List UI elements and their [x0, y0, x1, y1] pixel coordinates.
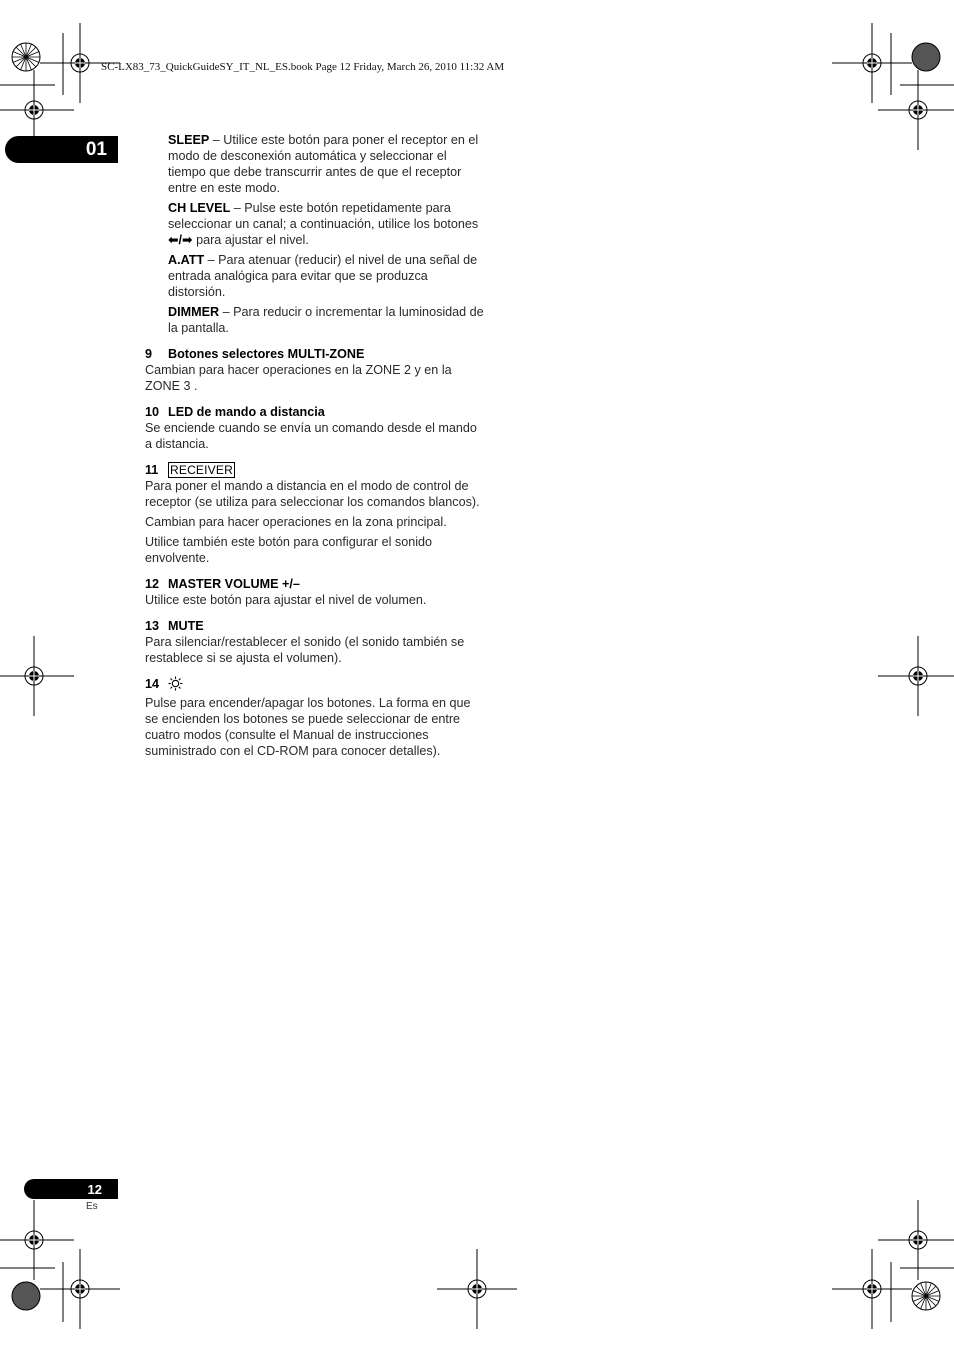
- description: – Pulse este botón repetidamente para seleccionar un canal; a continuación, utilice los botones: [168, 201, 479, 231]
- description: – Para reducir o incrementar la luminosidad de la pantalla.: [168, 305, 484, 335]
- term: DIMMER: [168, 305, 220, 319]
- section-heading-13: [145, 618, 485, 634]
- paragraph: Para silenciar/restablecer el sonido (el sonido también se restablece si se ajusta el volumen).: [145, 635, 465, 665]
- section-number: 13: [145, 619, 160, 633]
- section-number: 9: [145, 347, 153, 361]
- paragraph: Utilice este botón para ajustar el nivel de volumen.: [145, 593, 427, 607]
- paragraph: Cambian para hacer operaciones en la ZONE 2 y en la ZONE 3 .: [145, 363, 452, 393]
- section-number: 11: [145, 463, 159, 477]
- term: CH LEVEL: [168, 201, 231, 215]
- section-number: 12: [145, 577, 160, 591]
- section-title: LED de mando a distancia: [168, 405, 325, 419]
- section-heading-10: [145, 404, 485, 420]
- section-title: Botones selectores MULTI-ZONE: [168, 347, 365, 361]
- description: – Utilice este botón para poner el receptor en el modo de desconexión automática y seleccionar el tiempo que debe transcurrir antes de que el receptor entre en este modo.: [168, 133, 479, 195]
- term: SLEEP: [168, 133, 210, 147]
- paragraph: Pulse para encender/apagar los botones. La forma en que se encienden los botones se puede seleccionar de entre cuatro modos (consulte el Manual de instrucciones suministrado con el CD-ROM para conocer detalles).: [145, 696, 471, 758]
- paragraph: Para poner el mando a distancia en el modo de control de receptor (se utiliza para seleccionar los comandos blancos).: [145, 479, 480, 509]
- subitem-a-att: [168, 252, 485, 300]
- subitem-dimmer: [168, 304, 485, 336]
- section-title: MASTER VOLUME +/–: [168, 577, 300, 591]
- section-number: 14: [145, 677, 160, 691]
- section-number: 10: [145, 405, 160, 419]
- description: para ajustar el nivel.: [192, 233, 309, 247]
- paragraph: Se enciende cuando se envía un comando desde el mando a distancia.: [145, 421, 477, 451]
- subitem-ch-level: [168, 200, 485, 248]
- sun-icon: [168, 676, 183, 695]
- main-content: [145, 132, 485, 763]
- section-heading-12: [145, 576, 485, 592]
- language-code: Es: [86, 1201, 98, 1212]
- receiver-button-label: RECEIVER: [170, 463, 233, 477]
- page-number-tab: [24, 1179, 118, 1199]
- description: – Para atenuar (reducir) el nivel de una señal de entrada analógica para evitar que se produzca distorsión.: [168, 253, 478, 299]
- section-heading-9: [145, 346, 485, 362]
- subitem-sleep: [168, 132, 485, 196]
- print-header: SC-LX83_73_QuickGuideSY_IT_NL_ES.book Page 12 Friday, March 26, 2010 11:32 AM: [101, 61, 505, 73]
- section-title: MUTE: [168, 619, 204, 633]
- paragraph: Cambian para hacer operaciones en la zona principal.: [145, 515, 447, 529]
- arrow-buttons-icon: ⬅/➡: [168, 233, 193, 247]
- section-heading-14: [145, 676, 485, 695]
- section-heading-11: [145, 462, 485, 478]
- chapter-number: 01: [85, 138, 107, 160]
- page-number: 12: [87, 1181, 102, 1197]
- chapter-tab: [5, 136, 118, 163]
- paragraph: Utilice también este botón para configurar el sonido envolvente.: [145, 535, 433, 565]
- term: A.ATT: [168, 253, 205, 267]
